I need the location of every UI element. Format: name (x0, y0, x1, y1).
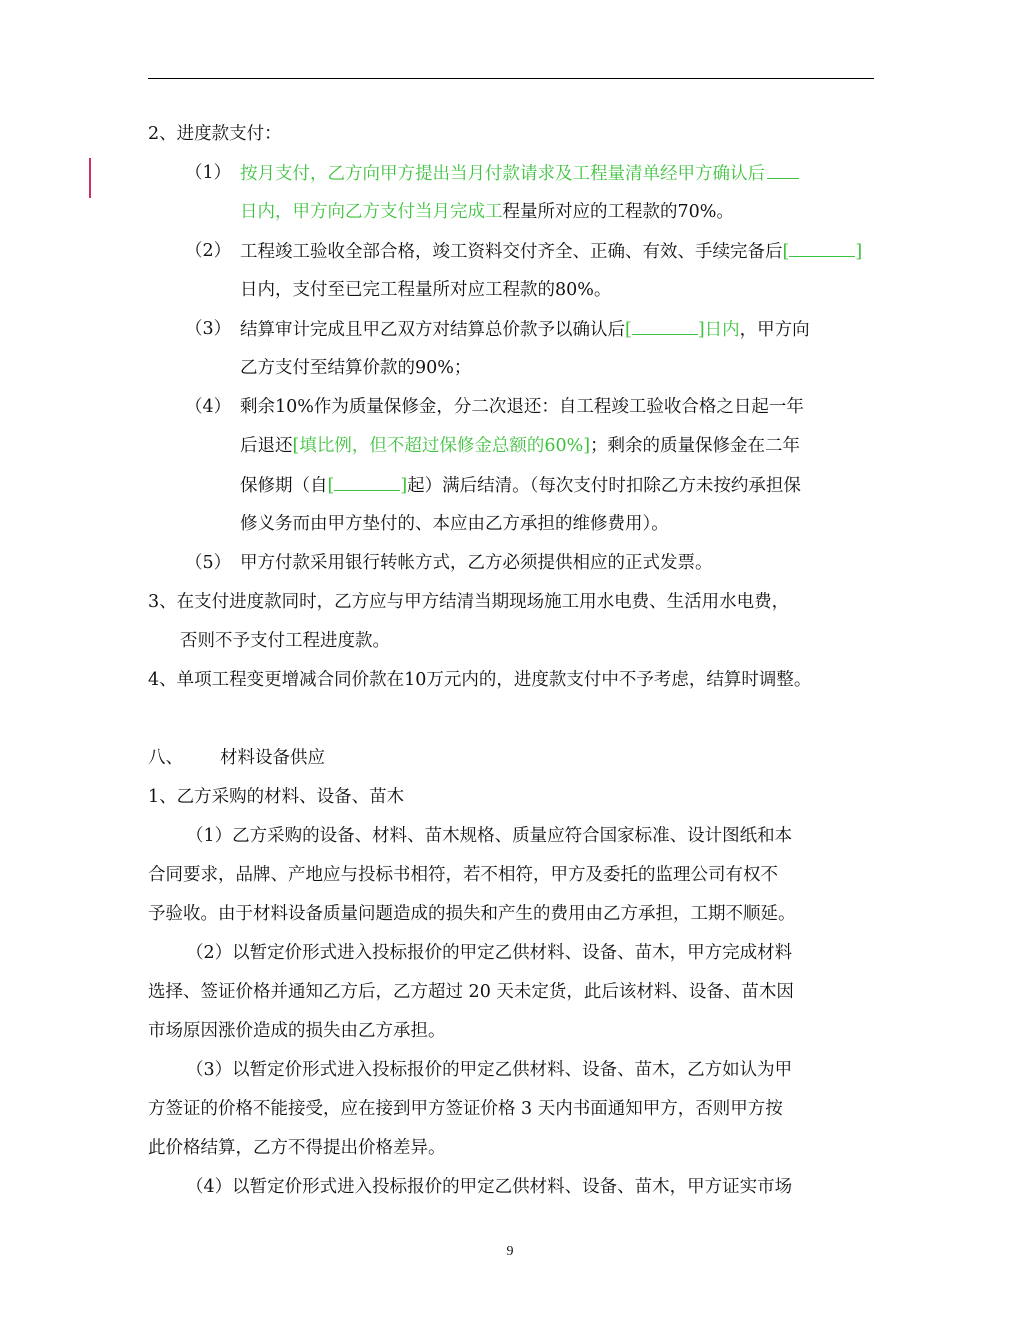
section-8-item-1: 1、乙方采购的材料、设备、苗木 (148, 787, 405, 807)
item-2-heading: 2、进度款支付： (148, 124, 282, 144)
sub3-line1 (240, 317, 810, 342)
sub2-bracket-close: ] (855, 242, 863, 262)
p3-line1: （3）以暂定价形式进入投标报价的甲定乙供材料、设备、苗木，乙方如认为甲 (186, 1060, 793, 1080)
sub4-line2-a: 后退还 (240, 436, 293, 456)
sub1-line1 (240, 161, 799, 186)
sub4-line2-green: [填比例，但不超过保修金总额的60%] (292, 436, 591, 456)
p1-line3: 予验收。由于材料设备质量问题造成的损失和产生的费用由乙方承担，工期不顺延。 (148, 904, 796, 924)
header-rule (148, 78, 874, 79)
sub3-bracket-close: ] (697, 320, 705, 340)
sub4-bracket-close: ] (400, 476, 408, 496)
sub4-line3-b: 起）满后结清。（每次支付时扣除乙方未按约承担保 (407, 476, 801, 496)
sub4-blank[interactable] (334, 473, 400, 491)
sub2-line1 (240, 239, 862, 264)
sub2-bracket-open: [ (782, 242, 790, 262)
p1-line1: （1）乙方采购的设备、材料、苗木规格、质量应符合国家标准、设计图纸和本 (186, 826, 793, 846)
p1-line2: 合同要求，品牌、产地应与投标书相符，若不相符，甲方及委托的监理公司有权不 (148, 865, 778, 885)
sub3-line2: 乙方支付至结算价款的90%； (240, 358, 472, 378)
item-3-line2: 否则不予支付工程进度款。 (180, 631, 390, 651)
sub2-line1-text: 工程竣工验收全部合格，竣工资料交付齐全、正确、有效、手续完备后 (240, 242, 783, 262)
sub1-line1-text: 按月支付，乙方向甲方提出当月付款请求及工程量清单经甲方确认后 (240, 164, 765, 184)
sub5-line1: 甲方付款采用银行转帐方式，乙方必须提供相应的正式发票。 (240, 553, 713, 573)
sub1-number: （1） (185, 163, 232, 183)
sub4-line2 (240, 434, 800, 458)
sub1-blank[interactable] (767, 161, 799, 179)
sub4-number: （4） (185, 397, 232, 417)
sub3-blank[interactable] (632, 317, 698, 335)
sub2-number: （2） (185, 241, 232, 261)
sub3-line1-green: 日内 (704, 320, 740, 340)
section-8-title: 材料设备供应 (220, 748, 325, 768)
p3-line2: 方签证的价格不能接受，应在接到甲方签证价格 3 天内书面通知甲方，否则甲方按 (148, 1099, 783, 1119)
sub2-line2: 日内，支付至已完工程量所对应工程款的80%。 (240, 280, 612, 300)
sub2-blank[interactable] (789, 239, 855, 257)
item-4: 4、单项工程变更增减合同价款在10万元内的，进度款支付中不予考虑，结算时调整。 (148, 670, 812, 690)
sub4-line2-b: ；剩余的质量保修金在二年 (590, 436, 801, 456)
sub4-line4: 修义务而由甲方垫付的、本应由乙方承担的维修费用）。 (240, 514, 669, 534)
p2-line3: 市场原因涨价造成的损失由乙方承担。 (148, 1021, 446, 1041)
sub5-number: （5） (185, 553, 232, 573)
sub1-line2 (240, 200, 734, 224)
sub3-line1-text-b: ，甲方向 (739, 320, 810, 340)
page-number: 9 (506, 1244, 514, 1259)
item-3-line1: 3、在支付进度款同时，乙方应与甲方结清当期现场施工用水电费、生活用水电费， (148, 592, 790, 612)
section-8-number: 八、 (148, 748, 183, 768)
p4-line1: （4）以暂定价形式进入投标报价的甲定乙供材料、设备、苗木，甲方证实市场 (186, 1177, 793, 1197)
p2-line2: 选择、签证价格并通知乙方后，乙方超过 20 天未定货，此后该材料、设备、苗木因 (148, 982, 794, 1002)
p2-line1: （2）以暂定价形式进入投标报价的甲定乙供材料、设备、苗木，甲方完成材料 (186, 943, 793, 963)
sub4-line3-a: 保修期（自 (240, 476, 328, 496)
sub4-line1: 剩余10%作为质量保修金，分二次退还：自工程竣工验收合格之日起一年 (240, 397, 804, 417)
p3-line3: 此价格结算，乙方不得提出价格差异。 (148, 1138, 446, 1158)
sub3-number: （3） (185, 319, 232, 339)
sub1-line2-green: 日内，甲方向乙方支付当月完成工 (240, 202, 503, 222)
revision-bar (89, 158, 91, 198)
sub1-line2-black: 程量所对应的工程款的70%。 (502, 202, 734, 222)
sub4-bracket-open: [ (327, 476, 335, 496)
sub4-line3 (240, 473, 801, 498)
sub3-bracket-open: [ (625, 320, 632, 340)
sub3-line1-text-a: 结算审计完成且甲乙双方对结算总价款予以确认后 (240, 320, 625, 340)
